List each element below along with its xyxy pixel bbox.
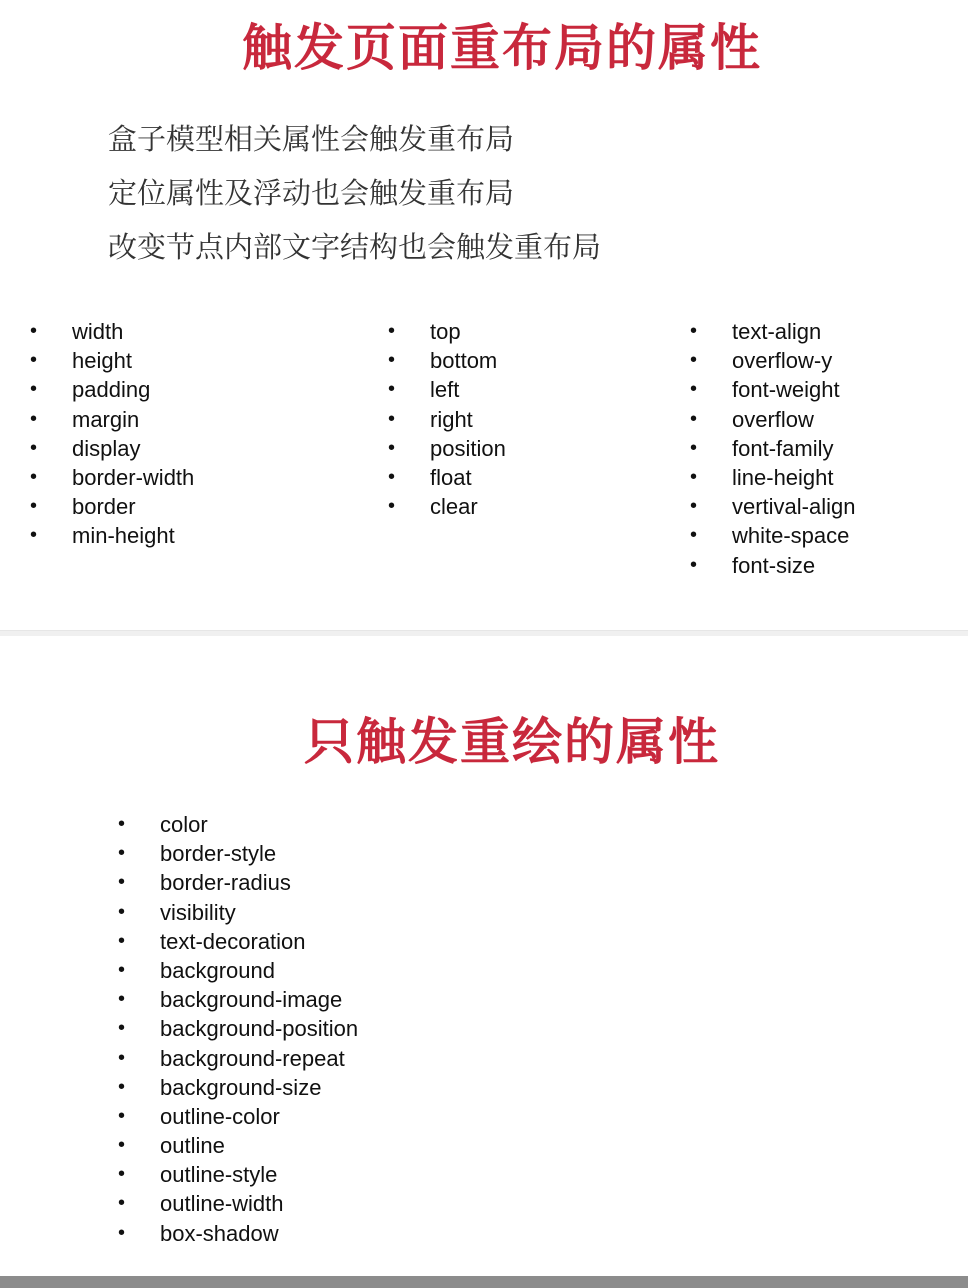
list-item: • font-family: [690, 434, 856, 463]
list-item: • border-width: [30, 463, 194, 492]
list-item: • outline-style: [118, 1160, 358, 1189]
list-item: • text-align: [690, 317, 856, 346]
list-item: • background-size: [118, 1073, 358, 1102]
list-item: • box-shadow: [118, 1219, 358, 1248]
list-item: • border: [30, 492, 194, 521]
slide-title: 触发页面重布局的属性: [242, 19, 762, 77]
list-item: • background-repeat: [118, 1044, 358, 1073]
list-item: • background-image: [118, 985, 358, 1014]
list-item: • font-weight: [690, 375, 856, 404]
bottom-scrollbar-edge: [0, 1276, 968, 1288]
list-item: • float: [388, 463, 506, 492]
list-item: • white-space: [690, 521, 856, 550]
list-item: • background: [118, 956, 358, 985]
list-item: • background-position: [118, 1014, 358, 1043]
list-item: • vertival-align: [690, 492, 856, 521]
list-item: • outline-color: [118, 1102, 358, 1131]
slide-title: 只触发重绘的属性: [304, 713, 720, 771]
list-item: • border-radius: [118, 868, 358, 897]
list-item: • right: [388, 405, 506, 434]
repaint-properties-list: [118, 810, 358, 1248]
slide-relayout: [0, 0, 968, 630]
list-item: • width: [30, 317, 194, 346]
list-item: • outline-width: [118, 1189, 358, 1218]
list-item: • min-height: [30, 521, 194, 550]
list-item: • clear: [388, 492, 506, 521]
list-item: • overflow: [690, 405, 856, 434]
list-item: • visibility: [118, 898, 358, 927]
list-item: • padding: [30, 375, 194, 404]
positioning-properties-list: [388, 317, 506, 521]
list-item: • left: [388, 375, 506, 404]
list-item: • border-style: [118, 839, 358, 868]
description-line: 改变节点内部文字结构也会触发重布局: [108, 230, 602, 264]
list-item: • position: [388, 434, 506, 463]
list-item: • text-decoration: [118, 927, 358, 956]
list-item: • margin: [30, 405, 194, 434]
text-properties-list: [690, 317, 856, 580]
slide-repaint: [0, 636, 968, 1276]
list-item: • top: [388, 317, 506, 346]
description-list: [108, 112, 601, 274]
list-item: • line-height: [690, 463, 856, 492]
description-line: 定位属性及浮动也会触发重布局: [108, 176, 515, 210]
list-item: • font-size: [690, 551, 856, 580]
list-item: • bottom: [388, 346, 506, 375]
box-model-properties-list: [30, 317, 194, 551]
list-item: • outline: [118, 1131, 358, 1160]
list-item: • display: [30, 434, 194, 463]
list-item: • height: [30, 346, 194, 375]
list-item: • overflow-y: [690, 346, 856, 375]
list-item: • color: [118, 810, 358, 839]
description-line: 盒子模型相关属性会触发重布局: [108, 122, 515, 156]
